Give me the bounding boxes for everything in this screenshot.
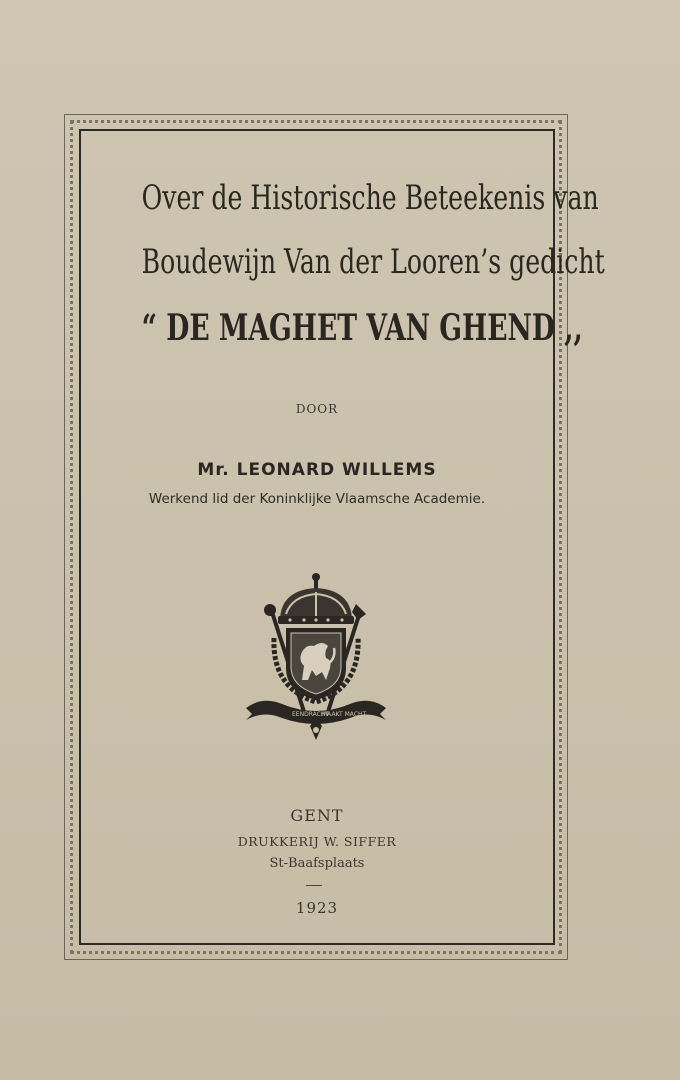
imprint-year: 1923: [295, 899, 339, 917]
byline-door: DOOR: [295, 402, 339, 416]
title-line-1: Over de Historische Beteekenis van: [141, 178, 599, 218]
imprint-city: GENT: [290, 806, 344, 825]
author-name: Mr. LEONARD WILLEMS: [197, 460, 437, 480]
imprint-printer: DRUKKERIJ W. SIFFER: [237, 834, 397, 849]
motto-left: EENDRACHT: [292, 711, 329, 718]
title-line-2: Boudewijn Van der Looren’s gedicht: [141, 242, 605, 282]
belgian-coat-of-arms-icon: [242, 568, 390, 743]
motto-right: MAAKT MACHT: [322, 711, 367, 718]
imprint-address: St-Baafsplaats: [269, 856, 365, 871]
imprint-divider: [306, 885, 322, 886]
author-affiliation: Werkend lid der Koninklijke Vlaamsche Academie.: [148, 491, 486, 507]
title-line-3: “ DE MAGHET VAN GHEND ,,: [141, 307, 583, 349]
